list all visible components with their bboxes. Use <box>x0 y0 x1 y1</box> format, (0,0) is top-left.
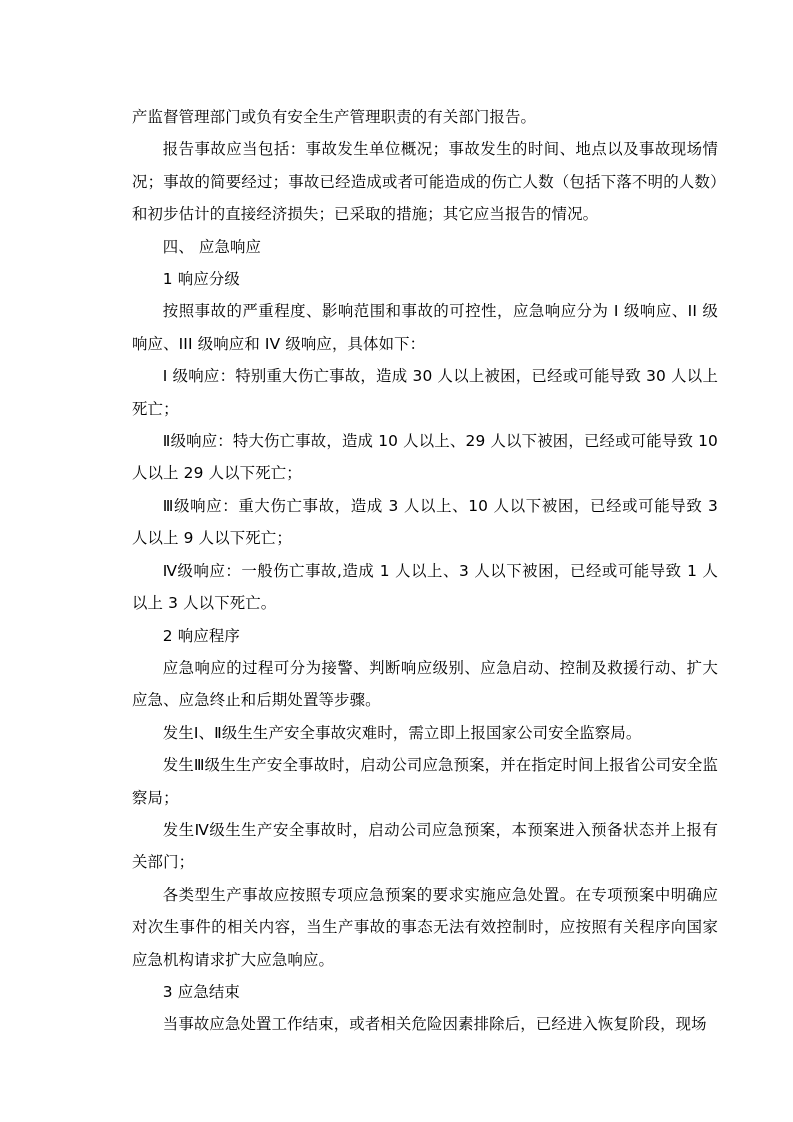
response-levels-intro: 按照事故的严重程度、影响范围和事故的可控性，应急响应分为 I 级响应、II 级响应、III 级响应和 IV 级响应，具体如下： <box>132 302 718 353</box>
level-4-reporting: 发生Ⅳ级生生产安全事故时，启动公司应急预案，本预案进入预备状态并上报有关部门； <box>132 820 718 872</box>
level-2-response: Ⅱ级响应：特大伤亡事故，造成 10 人以上、29 人以下被困，已经或可能导致 10 人以上 29 人以下死亡； <box>132 432 718 483</box>
report-contents-paragraph: 报告事故应当包括：事故发生单位概况；事故发生的时间、地点以及事故现场情况；事故的简要经过；事故已经造成或者可能造成的伤亡人数（包括下落不明的人数）和初步估计的直接经济损失；已采取的措施；其它应当报告的情况。 <box>132 140 718 224</box>
continued-paragraph: 产监督管理部门或负有安全生产管理职责的有关部门报告。 <box>132 108 537 126</box>
level-3-response: Ⅲ级响应：重大伤亡事故，造成 3 人以上、10 人以下被困，已经或可能导致 3 人以上 9 人以下死亡； <box>132 496 718 548</box>
emergency-end-paragraph: 当事故应急处置工作结束，或者相关危险因素排除后，已经进入恢复阶段，现场 <box>162 1015 707 1034</box>
response-procedure-paragraph: 应急响应的过程可分为接警、判断响应级别、应急启动、控制及救援行动、扩大应急、应急终止和后期处置等步骤。 <box>132 658 718 710</box>
section-heading-emergency-response: 四、 应急响应 <box>162 237 262 256</box>
special-plan-paragraph: 各类型生产事故应按照专项应急预案的要求实施应急处置。在专项预案中明确应对次生事件的相关内容，当生产事故的事态无法有效控制时，应按照有关程序向国家应急机构请求扩大应急响应。 <box>132 885 718 969</box>
level-3-reporting: 发生Ⅲ级生生产安全事故时，启动公司应急预案，并在指定时间上报省公司安全监察局； <box>132 756 718 807</box>
subsection-heading-response-procedure: 2 响应程序 <box>162 626 240 645</box>
document-body <box>132 101 718 1041</box>
subsection-heading-response-levels: 1 响应分级 <box>162 270 240 289</box>
level-4-response: Ⅳ级响应：一般伤亡事故,造成 1 人以上、3 人以下被困，已经或可能导致 1 人以上 3 人以下死亡。 <box>132 561 718 613</box>
level-1-response: I 级响应：特别重大伤亡事故，造成 30 人以上被困，已经或可能导致 30 人以上死亡； <box>132 367 718 418</box>
subsection-heading-emergency-end: 3 应急结束 <box>162 982 240 1001</box>
level-1-2-reporting: 发生Ⅰ、Ⅱ级生生产安全事故灾难时，需立即上报国家公司安全监察局。 <box>162 723 642 742</box>
